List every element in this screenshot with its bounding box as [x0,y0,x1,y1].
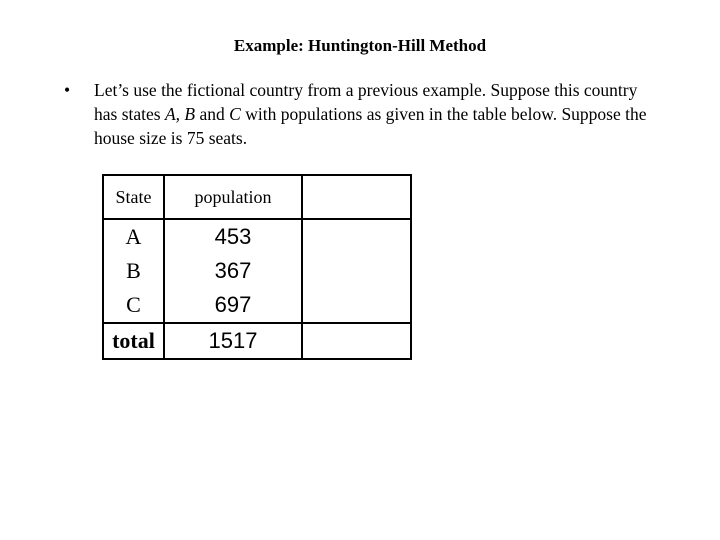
state-cell: A [103,219,164,254]
bullet-states-italic: A, B [164,104,196,124]
bullet-text-part: and [195,104,230,124]
table-header-row [103,175,411,219]
table-row [103,288,411,323]
page-title: Example: Huntington-Hill Method [233,36,487,55]
header-empty [302,175,411,219]
population-cell: 697 [164,288,302,323]
header-population: population [164,175,302,219]
population-table [102,174,412,360]
state-cell: B [103,254,164,288]
bullet-state-c: C [229,104,241,124]
bullet-text-part: Let’s use the fictional country from a previous example. Suppose this country has states [94,80,638,124]
bullet-text-part: with populations as given in the table below. Suppose the house size is 75 seats. [94,104,647,148]
empty-cell [302,219,411,254]
empty-cell [302,254,411,288]
bullet-mark: • [64,80,71,100]
total-label-cell: total [103,323,164,359]
bullet-text [94,78,664,150]
empty-cell [302,323,411,359]
table-total-row [103,323,411,359]
state-cell: C [103,288,164,323]
total-population-cell: 1517 [164,323,302,359]
population-cell: 367 [164,254,302,288]
empty-cell [302,288,411,323]
population-cell: 453 [164,219,302,254]
table-row [103,254,411,288]
table-row [103,219,411,254]
header-state: State [103,175,164,219]
